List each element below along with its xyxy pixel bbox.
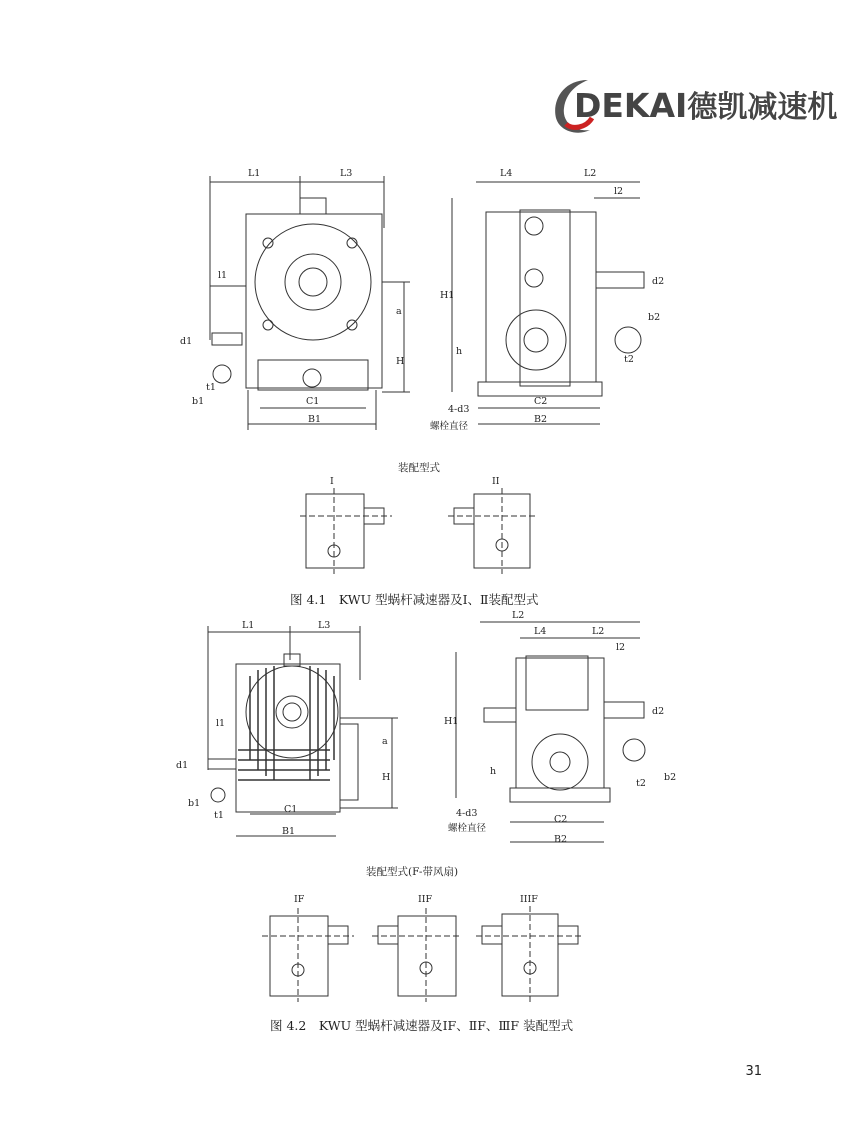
- dim-label: t2: [636, 778, 646, 789]
- fig2-side-body: [236, 664, 340, 812]
- logo-chinese-text: 德凯减速机: [687, 90, 838, 125]
- dim-label: C2: [554, 814, 568, 825]
- dim-label: L2: [512, 610, 525, 621]
- dim-label: B2: [534, 414, 548, 425]
- dim-label: H1: [440, 290, 455, 301]
- dim-label: C2: [534, 396, 548, 407]
- dim-label: 4-d3: [456, 808, 478, 819]
- dim-label: b1: [188, 798, 201, 809]
- dim-label: t1: [206, 382, 216, 393]
- figure-2-caption: 图 4.2 KWU 型蜗杆减速器及ⅠF、ⅡF、ⅢF 装配型式: [270, 1018, 574, 1033]
- dim-label: L3: [318, 620, 331, 631]
- dim-label: L2: [592, 626, 605, 637]
- fig1-front-body: [486, 212, 596, 382]
- dim-label: h: [490, 766, 497, 777]
- dim-label: L4: [534, 626, 547, 637]
- assembly-IIF-box: [398, 916, 456, 996]
- dim-label: a: [396, 306, 402, 317]
- assembly-IF-box: [270, 916, 328, 996]
- assembly-type-label: I: [330, 476, 334, 487]
- assembly-type-label: IIF: [418, 894, 433, 905]
- assembly-title: 装配型式(F-带风扇): [366, 866, 459, 878]
- dim-label: 4-d3: [448, 404, 470, 415]
- dim-label: b1: [192, 396, 205, 407]
- dim-label: L2: [584, 168, 597, 179]
- dim-label: d2: [652, 706, 665, 717]
- assembly-type-label: II: [492, 476, 500, 487]
- assembly-title: 装配型式: [398, 462, 440, 474]
- dim-label: H1: [444, 716, 459, 727]
- dim-label: B1: [308, 414, 322, 425]
- figure-1-caption: 图 4.1 KWU 型蜗杆减速器及Ⅰ、Ⅱ装配型式: [290, 592, 539, 607]
- page-number: 31: [745, 1064, 762, 1079]
- dim-label: L1: [242, 620, 255, 631]
- dim-label: C1: [284, 804, 298, 815]
- fig1-side-body: [246, 214, 382, 388]
- dim-label: H: [396, 356, 405, 367]
- dim-label: b2: [648, 312, 661, 323]
- dim-label: H: [382, 772, 391, 783]
- dim-label: l2: [614, 186, 624, 197]
- dim-label: t1: [214, 810, 224, 821]
- dim-label: l2: [616, 642, 626, 653]
- dim-label: t2: [624, 354, 634, 365]
- dim-label: L1: [248, 168, 261, 179]
- dim-label: L4: [500, 168, 513, 179]
- dim-label: h: [456, 346, 463, 357]
- dim-label: L3: [340, 168, 353, 179]
- dim-label: b2: [664, 772, 677, 783]
- bolt-diameter-label: 螺栓直径: [430, 421, 469, 432]
- dim-label: l1: [218, 270, 228, 281]
- dim-label: d2: [652, 276, 665, 287]
- dim-label: C1: [306, 396, 320, 407]
- fig2-front-body: [516, 658, 604, 788]
- dim-label: a: [382, 736, 388, 747]
- bolt-diameter-label: 螺栓直径: [448, 823, 487, 834]
- dim-label: B2: [554, 834, 568, 845]
- logo-latin-text: DEKAI: [574, 86, 688, 125]
- assembly-type-label: IF: [294, 894, 305, 905]
- assembly-type-label: IIIF: [520, 894, 538, 905]
- dim-label: l1: [216, 718, 226, 729]
- dim-label: d1: [176, 760, 189, 771]
- dim-label: B1: [282, 826, 296, 837]
- dim-label: d1: [180, 336, 193, 347]
